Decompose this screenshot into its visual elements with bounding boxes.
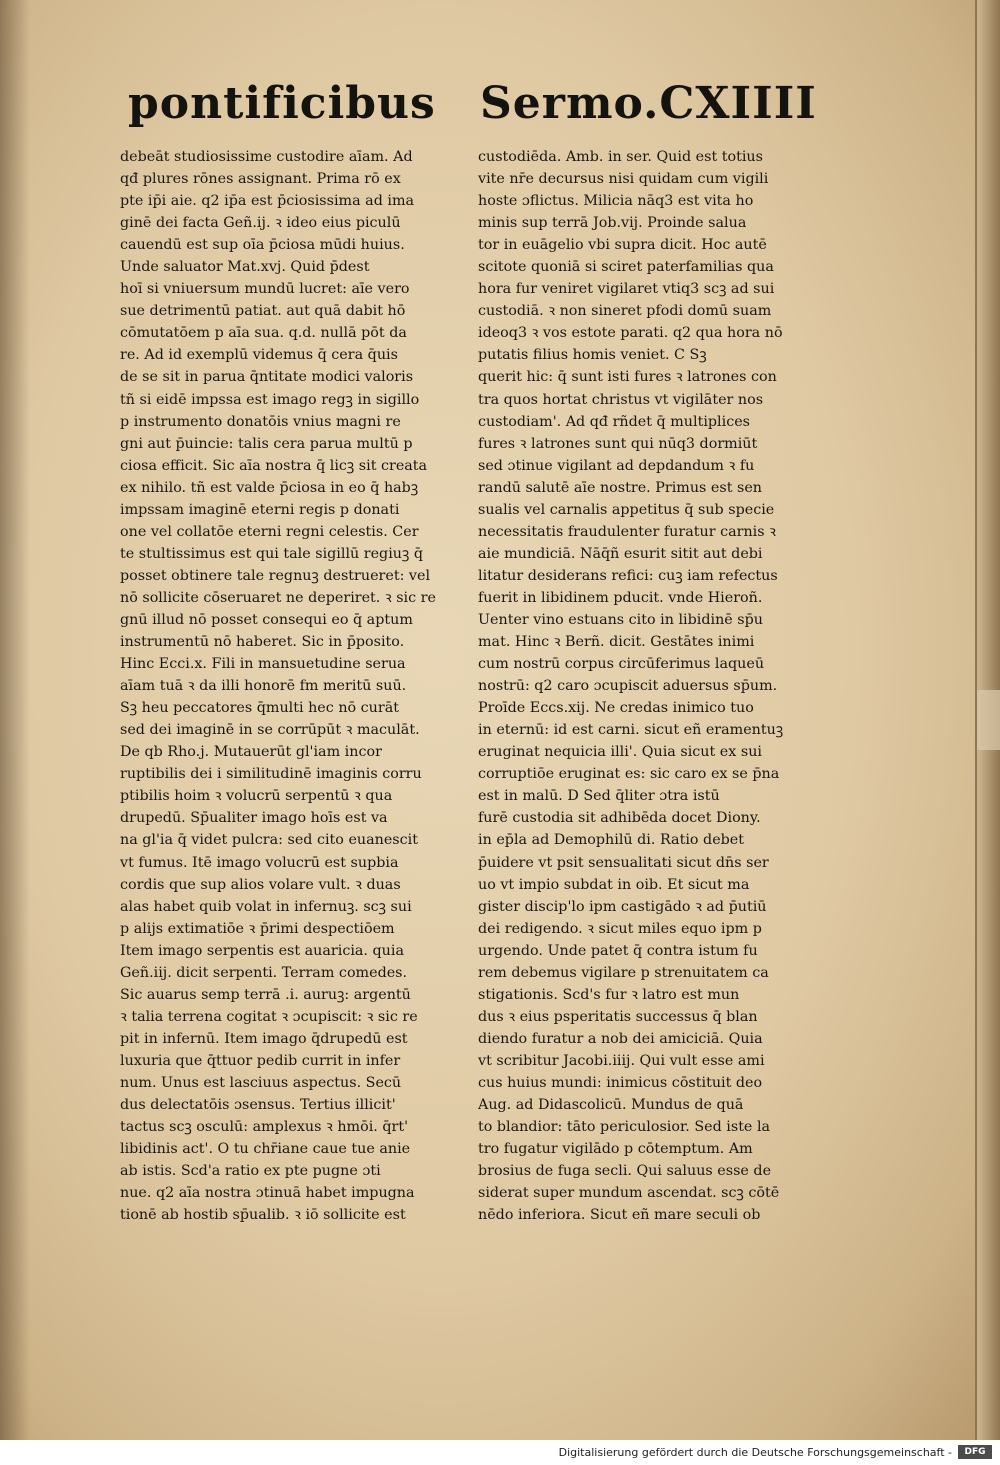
text-line: minis sup terrā Job.vij. Proinde salua [478,215,747,232]
text-line: cum nostrū corpus circūferimus laqueū [478,656,765,673]
text-line: gnū illud nō posset consequi eo q̄ aptum [120,611,413,628]
text-line: instrumentū nō haberet. Sic in p̄posito. [120,634,405,651]
text-line: Geñ.iij. dicit serpenti. Terram comedes. [120,964,408,981]
text-line: necessitatis fraudulenter furatur carnis ꝛ [478,523,776,540]
text-line: Item imago serpentis est auaricia. quia [120,942,404,959]
text-line: ruptibilis dei i similitudinē imaginis corru [120,766,422,783]
text-line: in eternū: id est carni. sicut eñ eramentuꝫ [478,722,784,739]
text-line: Sꝫ heu peccatores q̄multi hec nō curāt [120,700,399,717]
text-line: nue. q2 aīa nostra ɔtinuā habet impugna [120,1185,415,1202]
text-line: fures ꝛ latrones sunt qui nūq3 dormiūt [478,435,758,452]
text-line: vite nr̄e decursus nisi quidam cum vigili [478,171,769,188]
text-line: alas habet quib volat in infernuꝫ. scꝫ sui [120,898,412,915]
text-line: to blandior: tāto periculosior. Sed iste la [478,1119,771,1136]
text-line: te stultissimus est qui tale sigillū regiuꝫ q̄ [120,545,423,562]
text-line: one vel collatōe eterni regni celestis. Cer [120,523,419,540]
text-line: tra quos hortat christus vt vigilāter nos [478,391,764,408]
text-line: custodiēda. Amb. in ser. Quid est totius [478,149,763,165]
text-line: p alijs extimatiōe ꝛ p̄rimi despectiōem [120,920,395,937]
text-line: siderat super mundum ascendat. scꝫ cōtē [478,1185,780,1202]
text-line: ꝛ talia terrena cogitat ꝛ ɔcupiscit: ꝛ sic re [120,1008,418,1025]
text-line: randū salutē aīe nostre. Primus est sen [478,479,763,496]
text-line: pte ip̄i aie. q2 ip̄a est p̄ciosissima ad ima [120,193,415,210]
running-header [128,78,818,148]
header-left-title: pontificibus [128,78,436,129]
text-line: stigationis. Scd's fur ꝛ latro est mun [478,986,740,1003]
text-line: posset obtinere tale regnuꝫ destrueret: vel [120,567,431,584]
text-line: re. Ad id exemplū videmus q̄ cera q̄uis [120,347,398,364]
text-line: urgendo. Unde patet q̄ contra istum fu [478,942,758,959]
text-line: nēdo inferiora. Sicut eñ mare seculi ob [478,1207,761,1224]
text-line: dus ꝛ eius psperitatis successus q̄ blan [478,1008,758,1025]
text-line: ab istis. Scd'a ratio ex pte pugne ɔti [120,1163,381,1180]
text-line: nostrū: q2 caro ɔcupiscit aduersus sp̄um. [478,678,778,695]
text-line: furē custodia sit adhibēda docet Diony. [478,810,761,827]
text-line: brosius de fuga secli. Qui saluus esse de [478,1163,772,1180]
right-text-column [478,146,818,1226]
text-line: litatur desiderans refici: cuꝫ iam refectus [478,567,778,584]
text-line: Uenter vino estuans cito in libidinē sp̄u [478,611,763,628]
text-line: ideoq3 ꝛ vos estote parati. q2 qua hora nō [478,325,783,342]
text-line: eruginat nequicia illi'. Quia sicut ex sui [478,744,762,761]
text-line: diendo furatur a nob dei amiciciā. Quia [478,1030,763,1047]
text-line: nō sollicite cōseruaret ne deperiret. ꝛ sic re [120,589,436,606]
text-line: drupedū. Sp̄ualiter imago hoīs est va [120,810,388,827]
text-line: ciosa efficit. Sic aīa nostra q̄ licꝫ sit creata [120,457,428,474]
text-line: tro fugatur vigilādo p cōtemptum. Am [478,1141,753,1158]
text-line: gni aut p̄uincie: talis cera parua multū p [120,435,413,452]
text-line: De qb Rho.j. Mutauerūt gl'iam incor [120,744,382,761]
text-line: custodiā. ꝛ non sineret pfodi domū suam [478,303,772,320]
text-line: Aug. ad Didascolicū. Mundus de quā [478,1097,744,1114]
text-line: in ep̄la ad Demophilū di. Ratio debet [478,832,745,849]
text-line: pit in infernū. Item imago q̄drupedū est [120,1030,408,1047]
text-line: rem debemus vigilare p strenuitatem ca [478,964,769,981]
text-line: mat. Hinc ꝛ Berñ. dicit. Gestātes inimi [478,634,755,651]
text-line: uo vt impio subdat in oib. Et sicut ma [478,876,750,893]
text-line: est in malū. D Sed q̄liter ɔtra istū [478,788,720,805]
text-line: corruptiōe eruginat es: sic caro ex se p̄na [478,766,780,783]
text-line: putatis filius homis veniet. C Sꝫ [478,347,707,364]
text-line: sualis vel carnalis appetitus q̄ sub specie [478,501,775,518]
text-line: num. Unus est lasciuus aspectus. Secū [120,1074,402,1091]
text-line: Hinc Ecci.x. Fili in mansuetudine serua [120,656,406,673]
text-line: tionē ab hostib sp̄ualib. ꝛ iō sollicite est [120,1207,406,1224]
text-line: custodiam'. Ad qđ rñdet q̄ multiplices [478,413,750,430]
text-line: Sic auarus semp terrā .i. auruꝫ: argentū [120,986,411,1003]
text-line: Proīde Eccs.xij. Ne credas inimico tuo [478,700,754,717]
text-line: luxuria que q̄ttuor pedib currit in infer [120,1052,401,1069]
text-line: cōmutatōem p aīa sua. q.d. nullā pōt da [120,325,407,342]
text-line: aie mundiciā. Nāq̄ñ esurit sitit aut debi [478,545,763,562]
text-line: ex nihilo. tñ est valde p̄ciosa in eo q̄ habꝫ [120,479,419,496]
text-line: de se sit in parua q̄ntitate modici valoris [120,369,414,386]
text-line: cordis que sup alios volare vult. ꝛ duas [120,876,401,893]
text-line: impssam imaginē eterni regis p donati [120,501,400,518]
text-line: na gl'ia q̄ videt pulcra: sed cito euanescit [120,832,418,849]
text-line: scitote quoniā si sciret paterfamilias qua [478,259,774,276]
text-line: aīam tuā ꝛ da illi honorē fm meritū suū. [120,678,407,695]
text-line: hora fur veniret vigilaret vtiq3 scꝫ ad sui [478,281,775,298]
text-line: p instrumento donatōis vnius magni re [120,413,401,430]
text-line: Unde saluator Mat.xvj. Quid p̄dest [120,259,370,276]
dfg-logo: DFG [958,1445,992,1459]
text-line: vt scribitur Jacobi.iiij. Qui vult esse ami [478,1052,765,1069]
text-line: dei redigendo. ꝛ sicut miles equo ipm p [478,920,762,937]
text-line: vt fumus. Itē imago volucrū est supbia [120,854,399,871]
text-line: hoī si vniuersum mundū lucret: aīe vero [120,281,410,298]
text-line: fuerit in libidinem pducit. vnde Hieroñ. [478,589,763,606]
text-line: qđ plures rōnes assignant. Prima rō ex [120,171,401,188]
digitization-footer [0,1440,1000,1465]
text-line: cauendū est sup oīa p̄ciosa mūdi huius. [120,237,405,254]
header-sermon-number: Sermo.CXIIII [480,78,817,129]
funding-notice: Digitalisierung gefördert durch die Deutsche Forschungsgemeinschaft - [558,1446,952,1459]
text-line: ginē dei facta Geñ.ij. ꝛ ideo eius piculū [120,215,401,232]
text-line: sed dei imaginē in se corrūpūt ꝛ maculāt. [120,722,420,739]
text-line: tñ si eidē impssa est imago regꝫ in sigillo [120,391,420,408]
left-text-column [120,146,468,1226]
text-line: debeāt studiosissime custodire aīam. Ad [120,149,413,165]
text-line: ptibilis hoim ꝛ volucrū serpentū ꝛ qua [120,788,393,805]
text-line: sed ɔtinue vigilant ad depdandum ꝛ fu [478,457,755,474]
text-line: gister discip'lo ipm castigādo ꝛ ad p̄utiū [478,898,767,915]
text-line: cus huius mundi: inimicus cōstituit deo [478,1074,763,1091]
text-line: tactus scꝫ osculū: amplexus ꝛ hmōi. q̄rt' [120,1119,409,1136]
text-line: sue detrimentū patiat. aut quā dabit hō [120,303,406,320]
text-line: hoste ɔflictus. Milicia nāq3 est vita ho [478,193,754,210]
text-line: p̄uidere vt psit sensualitati sicut dn̄s ser [478,854,769,871]
text-line: querit hic: q̄ sunt isti fures ꝛ latrones con [478,369,777,386]
text-line: tor in euāgelio vbi supra dicit. Hoc autē [478,237,767,254]
text-line: libidinis act'. O tu chr̄iane caue tue anie [120,1141,411,1158]
text-line: dus delectatōis ɔsensus. Tertius illicit' [120,1097,396,1114]
